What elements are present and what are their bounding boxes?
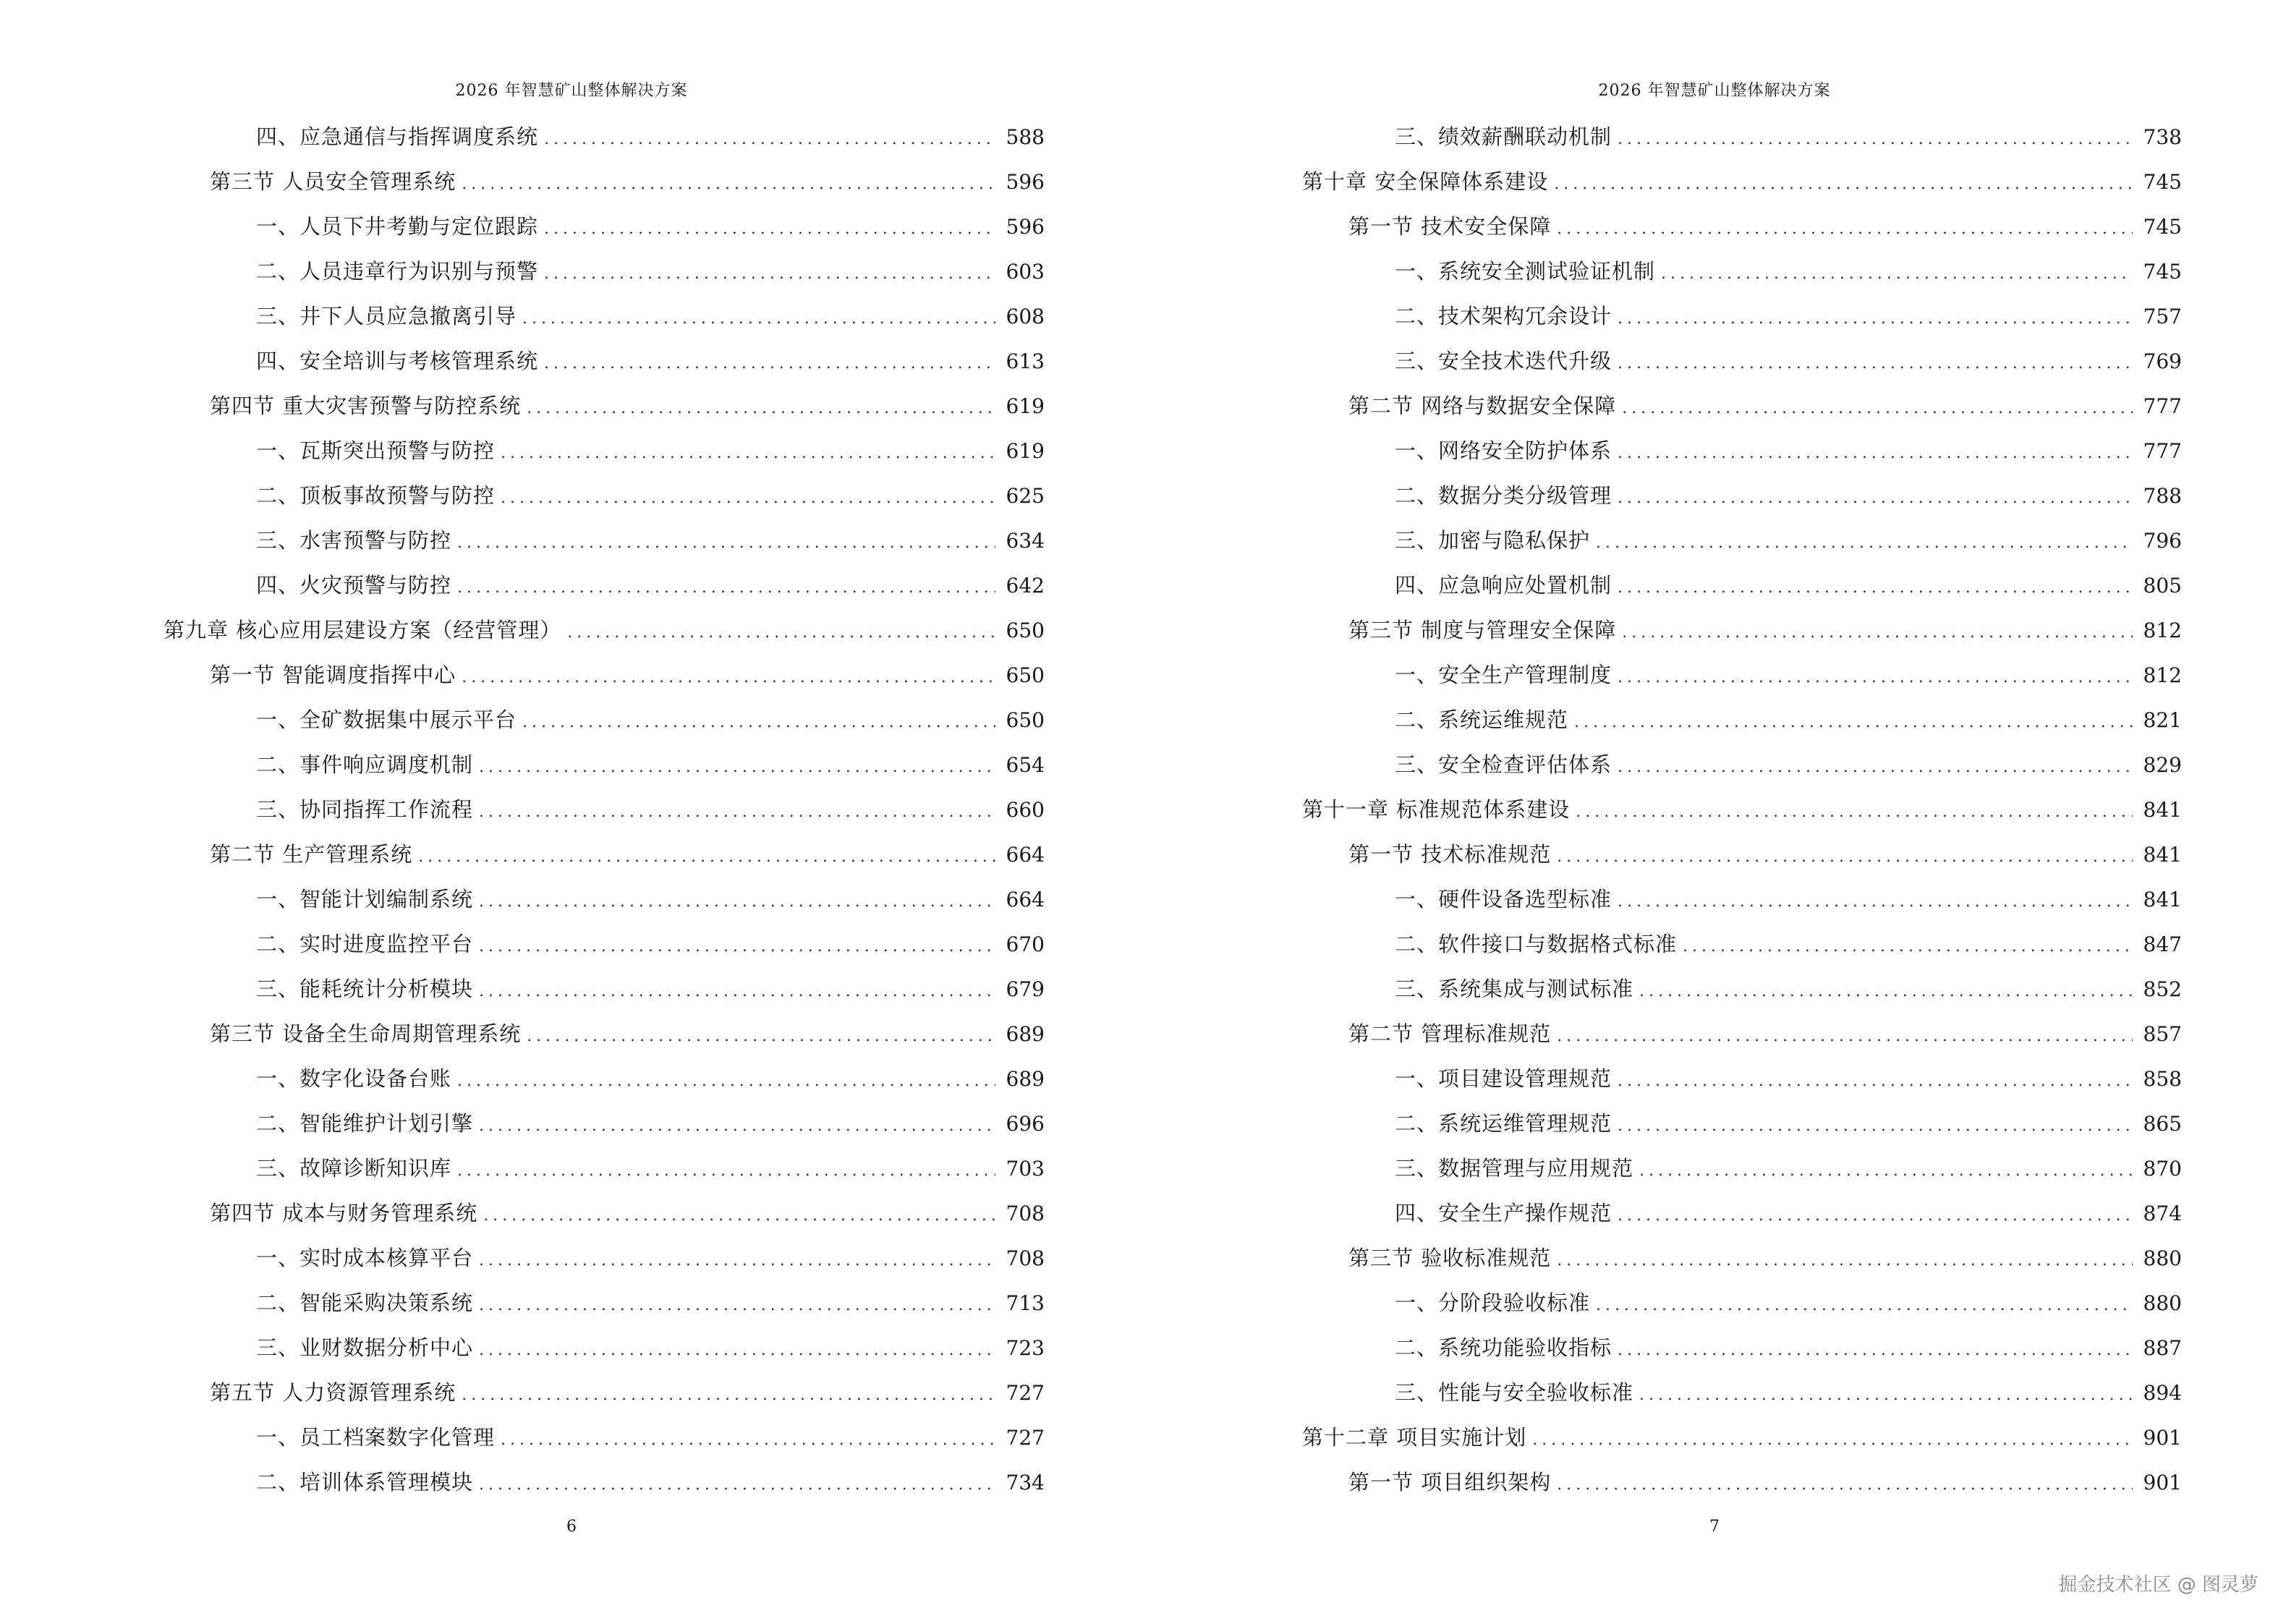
toc-entry[interactable] [1302, 922, 2182, 966]
dot-leader [501, 431, 995, 476]
toc-entry-title: 三、加密与隐私保护 [1395, 528, 1591, 553]
toc-entry-page: 841 [2143, 843, 2182, 867]
toc-entry-title: 三、故障诊断知识库 [256, 1156, 452, 1181]
running-header: 2026 年智慧矿山整体解决方案 [455, 82, 688, 100]
toc-entry[interactable] [163, 1236, 1045, 1280]
toc-entry-page: 619 [1006, 394, 1045, 418]
toc-entry-page: 812 [2143, 618, 2182, 642]
toc-entry-page: 670 [1006, 932, 1045, 956]
toc-entry-title: 二、培训体系管理模块 [256, 1470, 474, 1495]
dot-leader [462, 162, 995, 207]
dot-leader [1618, 745, 2133, 790]
toc-entry-title: 二、智能采购决策系统 [256, 1291, 474, 1315]
dot-leader [1639, 1373, 2133, 1418]
dot-leader [479, 1328, 995, 1373]
toc-entry-title: 第一节 技术标准规范 [1348, 842, 1552, 867]
toc-entry-title: 三、绩效薪酬联动机制 [1395, 124, 1612, 149]
toc-entry[interactable] [1302, 563, 2182, 608]
toc-entry[interactable] [1302, 204, 2182, 249]
toc-entry[interactable] [163, 1370, 1045, 1415]
dot-leader [1618, 1104, 2133, 1149]
toc-entry-title: 一、员工档案数字化管理 [256, 1425, 496, 1450]
toc-entry[interactable] [163, 563, 1045, 608]
toc-entry-page: 857 [2143, 1022, 2182, 1046]
toc-entry[interactable] [163, 1280, 1045, 1325]
toc-entry-page: 777 [2143, 394, 2182, 418]
toc-entry[interactable] [163, 608, 1045, 652]
toc-entry[interactable] [1302, 877, 2182, 922]
toc-entry-page: 870 [2143, 1157, 2182, 1181]
toc-entry-page: 865 [2143, 1112, 2182, 1136]
toc-entry-title: 三、性能与安全验收标准 [1395, 1380, 1634, 1405]
toc-entry-page: 901 [2143, 1426, 2182, 1450]
toc-entry-title: 三、业财数据分析中心 [256, 1335, 474, 1360]
page-number: 6 [566, 1518, 577, 1536]
toc-entry[interactable] [163, 339, 1045, 383]
toc-entry-page: 858 [2143, 1067, 2182, 1091]
toc-entry[interactable] [1302, 1370, 2182, 1415]
toc-entry[interactable] [163, 428, 1045, 473]
dot-leader [1557, 835, 2133, 880]
toc-entry[interactable] [1302, 697, 2182, 742]
toc-entry-page: 745 [2143, 260, 2182, 284]
toc-entry[interactable] [163, 966, 1045, 1011]
dot-leader [1618, 117, 2133, 162]
toc-entry[interactable] [163, 1460, 1045, 1505]
toc-entry-title: 第三节 人员安全管理系统 [210, 169, 456, 194]
dot-leader [1618, 880, 2133, 924]
toc-entry[interactable] [163, 787, 1045, 832]
toc-entry[interactable] [163, 383, 1045, 428]
dot-leader [1618, 566, 2133, 611]
toc-entry-page: 812 [2143, 663, 2182, 687]
toc-entry-title: 二、系统功能验收指标 [1395, 1335, 1612, 1360]
table-of-contents [163, 114, 1045, 1505]
toc-entry-title: 三、井下人员应急撤离引导 [256, 304, 517, 328]
dot-leader [457, 521, 995, 566]
page-number: 7 [1709, 1518, 1720, 1536]
toc-entry-page: 596 [1006, 215, 1045, 239]
toc-entry-title: 一、数字化设备台账 [256, 1066, 452, 1091]
dot-leader [479, 1104, 995, 1149]
toc-entry[interactable] [163, 922, 1045, 966]
dot-leader [1661, 252, 2133, 297]
dot-leader [1554, 162, 2133, 207]
toc-entry-title: 一、网络安全防护体系 [1395, 438, 1612, 463]
toc-entry-page: 619 [1006, 439, 1045, 463]
dot-leader [1622, 611, 2133, 655]
toc-entry-title: 第十章 安全保障体系建设 [1302, 169, 1549, 194]
toc-entry-title: 第五节 人力资源管理系统 [210, 1380, 456, 1405]
toc-entry-page: 713 [1006, 1291, 1045, 1315]
dot-leader [1576, 790, 2133, 835]
toc-entry-page: 777 [2143, 439, 2182, 463]
dot-leader [544, 117, 995, 162]
toc-entry-page: 901 [2143, 1471, 2182, 1495]
toc-entry-page: 796 [2143, 529, 2182, 553]
dot-leader [544, 207, 995, 252]
dot-leader [1596, 1283, 2133, 1328]
toc-entry-title: 四、应急响应处置机制 [1395, 573, 1612, 598]
toc-entry[interactable] [163, 652, 1045, 697]
toc-entry[interactable] [1302, 1236, 2182, 1280]
dot-leader [1557, 1014, 2133, 1059]
toc-entry[interactable] [1302, 339, 2182, 383]
table-of-contents [1302, 114, 2182, 1505]
toc-entry[interactable] [163, 518, 1045, 563]
toc-entry[interactable] [163, 1101, 1045, 1146]
dot-leader [1622, 386, 2133, 431]
toc-entry-title: 三、能耗统计分析模块 [256, 977, 474, 1001]
toc-page-right [1143, 0, 2286, 1624]
toc-entry-title: 二、顶板事故预警与防控 [256, 483, 496, 508]
toc-entry[interactable] [1302, 249, 2182, 294]
dot-leader [457, 1149, 995, 1194]
toc-entry-page: 738 [2143, 125, 2182, 149]
dot-leader [501, 1418, 995, 1463]
dot-leader [1639, 1149, 2133, 1194]
dot-leader [479, 969, 995, 1014]
toc-entry-page: 894 [2143, 1381, 2182, 1405]
toc-entry-title: 第一节 智能调度指挥中心 [210, 663, 456, 687]
toc-entry-title: 四、火灾预警与防控 [256, 573, 452, 598]
toc-entry-title: 一、瓦斯突出预警与防控 [256, 438, 496, 463]
dot-leader [1574, 700, 2133, 745]
toc-entry-page: 650 [1006, 708, 1045, 732]
toc-entry-title: 第十一章 标准规范体系建设 [1302, 797, 1571, 822]
dot-leader [1618, 341, 2133, 386]
toc-entry-page: 734 [1006, 1471, 1045, 1495]
toc-entry-title: 三、安全技术迭代升级 [1395, 349, 1612, 373]
toc-entry[interactable] [1302, 518, 2182, 563]
toc-entry[interactable] [163, 832, 1045, 877]
dot-leader [479, 924, 995, 969]
toc-entry-page: 847 [2143, 932, 2182, 956]
toc-entry[interactable] [163, 294, 1045, 339]
toc-entry[interactable] [1302, 383, 2182, 428]
dot-leader [479, 1463, 995, 1508]
toc-entry-page: 603 [1006, 260, 1045, 284]
toc-entry[interactable] [163, 1056, 1045, 1101]
toc-entry-page: 650 [1006, 618, 1045, 642]
toc-entry-page: 769 [2143, 349, 2182, 373]
toc-entry-title: 一、全矿数据集中展示平台 [256, 707, 517, 732]
toc-entry-page: 650 [1006, 663, 1045, 687]
dot-leader [522, 297, 995, 341]
toc-entry-title: 第二节 生产管理系统 [210, 842, 413, 867]
toc-entry-page: 745 [2143, 170, 2182, 194]
toc-entry-title: 三、系统集成与测试标准 [1395, 977, 1634, 1001]
dot-leader [1596, 521, 2133, 566]
toc-entry-page: 596 [1006, 170, 1045, 194]
toc-entry[interactable] [163, 1191, 1045, 1236]
dot-leader [457, 1059, 995, 1104]
watermark-text: 掘金技术社区 @ 图灵萝 [2058, 1574, 2259, 1596]
toc-entry-page: 727 [1006, 1426, 1045, 1450]
toc-entry-page: 613 [1006, 349, 1045, 373]
toc-entry-title: 一、智能计划编制系统 [256, 887, 474, 911]
dot-leader [479, 1238, 995, 1283]
toc-entry-title: 二、系统运维管理规范 [1395, 1111, 1612, 1136]
toc-entry-page: 874 [2143, 1202, 2182, 1225]
toc-entry-title: 一、人员下井考勤与定位跟踪 [256, 214, 539, 239]
dot-leader [462, 1373, 995, 1418]
toc-entry-page: 689 [1006, 1067, 1045, 1091]
dot-leader [544, 252, 995, 297]
dot-leader [544, 341, 995, 386]
toc-entry-title: 二、实时进度监控平台 [256, 932, 474, 956]
dot-leader [1618, 1328, 2133, 1373]
dot-leader [1618, 1059, 2133, 1104]
toc-entry-title: 三、水害预警与防控 [256, 528, 452, 553]
toc-entry-title: 第一节 技术安全保障 [1348, 214, 1552, 239]
toc-entry[interactable] [163, 1325, 1045, 1370]
toc-entry-title: 一、硬件设备选型标准 [1395, 887, 1612, 911]
dot-leader [1639, 969, 2133, 1014]
toc-entry-page: 660 [1006, 798, 1045, 822]
toc-entry-title: 二、数据分类分级管理 [1395, 483, 1612, 508]
toc-entry-title: 二、软件接口与数据格式标准 [1395, 932, 1678, 956]
toc-entry-page: 634 [1006, 529, 1045, 553]
toc-entry-page: 654 [1006, 753, 1045, 777]
toc-entry[interactable] [163, 1011, 1045, 1056]
toc-entry[interactable] [1302, 159, 2182, 204]
toc-entry-page: 708 [1006, 1246, 1045, 1270]
dot-leader [1618, 431, 2133, 476]
toc-entry[interactable] [1302, 1325, 2182, 1370]
toc-entry-title: 第九章 核心应用层建设方案（经营管理） [163, 618, 562, 642]
toc-entry[interactable] [1302, 1280, 2182, 1325]
toc-entry-page: 887 [2143, 1336, 2182, 1360]
dot-leader [457, 566, 995, 611]
toc-entry[interactable] [1302, 1460, 2182, 1505]
toc-entry-title: 第三节 设备全生命周期管理系统 [210, 1021, 522, 1046]
toc-entry[interactable] [1302, 966, 2182, 1011]
toc-entry-page: 689 [1006, 1022, 1045, 1046]
running-header: 2026 年智慧矿山整体解决方案 [1598, 82, 1831, 100]
toc-entry-page: 841 [2143, 798, 2182, 822]
toc-entry-title: 一、安全生产管理制度 [1395, 663, 1612, 687]
toc-entry-page: 880 [2143, 1291, 2182, 1315]
toc-entry-page: 588 [1006, 125, 1045, 149]
dot-leader [522, 700, 995, 745]
toc-entry[interactable] [1302, 428, 2182, 473]
dot-leader [501, 476, 995, 521]
toc-entry-page: 880 [2143, 1246, 2182, 1270]
toc-entry-page: 608 [1006, 305, 1045, 328]
toc-entry-title: 三、数据管理与应用规范 [1395, 1156, 1634, 1181]
dot-leader [483, 1194, 995, 1238]
dot-leader [479, 1283, 995, 1328]
dot-leader [567, 611, 995, 655]
toc-entry[interactable] [1302, 742, 2182, 787]
toc-entry-title: 四、安全生产操作规范 [1395, 1201, 1612, 1225]
dot-leader [1557, 1463, 2133, 1508]
toc-entry-page: 679 [1006, 977, 1045, 1001]
dot-leader [1557, 207, 2133, 252]
toc-entry-page: 757 [2143, 305, 2182, 328]
dot-leader [1618, 1194, 2133, 1238]
dot-leader [527, 386, 995, 431]
toc-entry-page: 852 [2143, 977, 2182, 1001]
dot-leader [418, 835, 995, 880]
toc-entry-title: 一、分阶段验收标准 [1395, 1291, 1591, 1315]
toc-entry[interactable] [163, 249, 1045, 294]
toc-entry[interactable] [163, 159, 1045, 204]
dot-leader [1557, 1238, 2133, 1283]
toc-entry-page: 805 [2143, 574, 2182, 598]
toc-entry[interactable] [1302, 652, 2182, 697]
dot-leader [1618, 476, 2133, 521]
toc-entry[interactable] [1302, 114, 2182, 159]
toc-entry[interactable] [163, 742, 1045, 787]
toc-entry-page: 642 [1006, 574, 1045, 598]
toc-entry-title: 四、应急通信与指挥调度系统 [256, 124, 539, 149]
toc-entry[interactable] [1302, 1415, 2182, 1460]
toc-entry[interactable] [1302, 473, 2182, 518]
toc-entry[interactable] [163, 697, 1045, 742]
toc-entry-title: 第三节 制度与管理安全保障 [1348, 618, 1617, 642]
toc-entry[interactable] [1302, 1101, 2182, 1146]
toc-entry-title: 第三节 验收标准规范 [1348, 1246, 1552, 1270]
dot-leader [1683, 924, 2133, 969]
toc-entry[interactable] [1302, 1011, 2182, 1056]
toc-entry[interactable] [163, 1146, 1045, 1191]
toc-entry-page: 727 [1006, 1381, 1045, 1405]
dot-leader [479, 790, 995, 835]
toc-entry-page: 664 [1006, 888, 1045, 911]
toc-entry[interactable] [1302, 1146, 2182, 1191]
dot-leader [1618, 297, 2133, 341]
toc-entry[interactable] [163, 114, 1045, 159]
toc-entry-page: 829 [2143, 753, 2182, 777]
toc-entry-page: 664 [1006, 843, 1045, 867]
toc-entry-title: 第十二章 项目实施计划 [1302, 1425, 1527, 1450]
toc-entry-page: 788 [2143, 484, 2182, 508]
toc-entry[interactable] [1302, 1056, 2182, 1101]
toc-entry[interactable] [1302, 294, 2182, 339]
toc-entry-page: 625 [1006, 484, 1045, 508]
toc-entry-title: 三、安全检查评估体系 [1395, 752, 1612, 777]
toc-entry-title: 一、系统安全测试验证机制 [1395, 259, 1656, 284]
toc-entry-page: 723 [1006, 1336, 1045, 1360]
dot-leader [1532, 1418, 2133, 1463]
toc-entry-title: 一、项目建设管理规范 [1395, 1066, 1612, 1091]
toc-entry-title: 第四节 重大灾害预警与防控系统 [210, 394, 522, 418]
toc-entry[interactable] [1302, 608, 2182, 652]
toc-entry-title: 四、安全培训与考核管理系统 [256, 349, 539, 373]
toc-entry-title: 一、实时成本核算平台 [256, 1246, 474, 1270]
toc-entry[interactable] [163, 1415, 1045, 1460]
toc-entry[interactable] [163, 204, 1045, 249]
toc-entry-page: 708 [1006, 1202, 1045, 1225]
toc-entry-page: 841 [2143, 888, 2182, 911]
toc-entry-page: 703 [1006, 1157, 1045, 1181]
toc-entry-title: 第四节 成本与财务管理系统 [210, 1201, 478, 1225]
dot-leader [462, 655, 995, 700]
toc-entry[interactable] [163, 473, 1045, 518]
toc-entry-title: 二、技术架构冗余设计 [1395, 304, 1612, 328]
toc-entry-page: 821 [2143, 708, 2182, 732]
toc-entry-title: 二、系统运维规范 [1395, 707, 1569, 732]
toc-entry-title: 第一节 项目组织架构 [1348, 1470, 1552, 1495]
toc-entry-title: 第二节 网络与数据安全保障 [1348, 394, 1617, 418]
toc-entry-title: 二、事件响应调度机制 [256, 752, 474, 777]
toc-entry-title: 二、智能维护计划引擎 [256, 1111, 474, 1136]
toc-entry-title: 第二节 管理标准规范 [1348, 1021, 1552, 1046]
dot-leader [1618, 655, 2133, 700]
toc-entry-title: 三、协同指挥工作流程 [256, 797, 474, 822]
toc-entry[interactable] [1302, 832, 2182, 877]
dot-leader [479, 745, 995, 790]
toc-entry[interactable] [1302, 1191, 2182, 1236]
toc-entry-page: 696 [1006, 1112, 1045, 1136]
toc-entry-title: 二、人员违章行为识别与预警 [256, 259, 539, 284]
toc-entry-page: 745 [2143, 215, 2182, 239]
toc-entry[interactable] [1302, 787, 2182, 832]
dot-leader [527, 1014, 995, 1059]
toc-entry[interactable] [163, 877, 1045, 922]
dot-leader [479, 880, 995, 924]
